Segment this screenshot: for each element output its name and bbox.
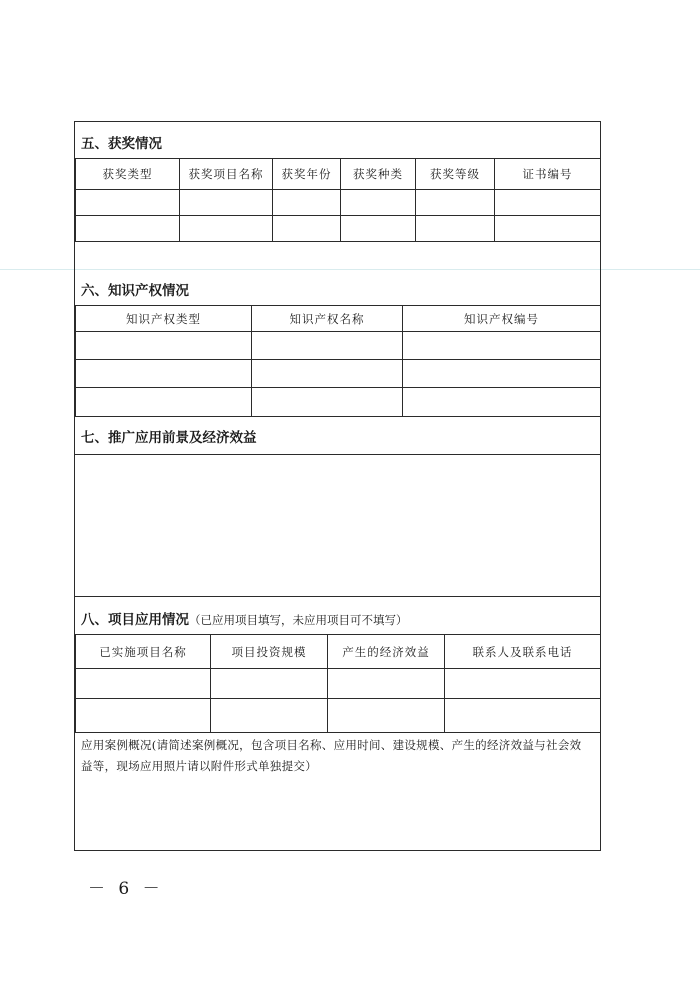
table-row — [76, 669, 601, 699]
table-cell[interactable] — [76, 360, 252, 388]
table-cell[interactable] — [76, 332, 252, 360]
table-cell[interactable] — [328, 699, 445, 733]
table-cell[interactable] — [76, 216, 180, 242]
ip-table — [75, 305, 601, 417]
col-award-project-name: 获奖项目名称 — [180, 159, 273, 190]
col-contact: 联系人及联系电话 — [445, 635, 601, 669]
table-cell[interactable] — [273, 216, 341, 242]
table-cell[interactable] — [328, 669, 445, 699]
table-cell[interactable] — [341, 216, 416, 242]
table-row — [76, 388, 601, 417]
table-cell[interactable] — [273, 190, 341, 216]
page-number: － 6 － — [88, 879, 164, 899]
col-economic-benefit: 产生的经济效益 — [328, 635, 445, 669]
section-8-divider — [75, 596, 600, 597]
section-8-title — [75, 608, 408, 628]
table-cell[interactable] — [495, 216, 601, 242]
section-5-title: 五、获奖情况 — [81, 136, 162, 152]
col-ip-number: 知识产权编号 — [403, 306, 601, 332]
col-award-year: 获奖年份 — [273, 159, 341, 190]
table-cell[interactable] — [495, 190, 601, 216]
table-cell[interactable] — [211, 699, 328, 733]
awards-table — [75, 158, 601, 242]
table-row — [76, 699, 601, 733]
table-cell[interactable] — [76, 699, 211, 733]
col-ip-type: 知识产权类型 — [76, 306, 252, 332]
table-cell[interactable] — [180, 190, 273, 216]
table-row — [76, 216, 601, 242]
table-cell[interactable] — [76, 669, 211, 699]
col-project-name: 已实施项目名称 — [76, 635, 211, 669]
section-8-note: （已应用项目填写，未应用项目可不填写） — [189, 613, 408, 627]
table-cell[interactable] — [403, 388, 601, 417]
col-investment-scale: 项目投资规模 — [211, 635, 328, 669]
table-cell[interactable] — [252, 332, 403, 360]
col-award-kind: 获奖种类 — [341, 159, 416, 190]
table-cell[interactable] — [252, 388, 403, 417]
table-cell[interactable] — [211, 669, 328, 699]
section-6-title: 六、知识产权情况 — [81, 283, 189, 299]
project-application-table — [75, 634, 601, 733]
table-row — [76, 332, 601, 360]
col-award-level: 获奖等级 — [416, 159, 495, 190]
section-8-title-text: 八、项目应用情况 — [81, 612, 189, 628]
table-cell[interactable] — [76, 190, 180, 216]
project-header-row — [76, 635, 601, 669]
table-cell[interactable] — [76, 388, 252, 417]
table-row — [76, 360, 601, 388]
economic-benefit-field[interactable] — [75, 455, 600, 595]
application-form — [74, 121, 601, 851]
col-ip-name: 知识产权名称 — [252, 306, 403, 332]
application-case-description: 应用案例概况(请简述案例概况，包含项目名称、应用时间、建设规模、产生的经济效益与社会效益等，现场应用照片请以附件形式单独提交） — [81, 738, 582, 773]
table-cell[interactable] — [403, 332, 601, 360]
table-cell[interactable] — [180, 216, 273, 242]
table-cell[interactable] — [341, 190, 416, 216]
table-cell[interactable] — [416, 216, 495, 242]
col-award-type: 获奖类型 — [76, 159, 180, 190]
awards-header-row — [76, 159, 601, 190]
ip-header-row — [76, 306, 601, 332]
col-certificate-number: 证书编号 — [495, 159, 601, 190]
table-cell[interactable] — [416, 190, 495, 216]
table-cell[interactable] — [252, 360, 403, 388]
section-7-title: 七、推广应用前景及经济效益 — [81, 430, 257, 446]
table-cell[interactable] — [445, 699, 601, 733]
table-row — [76, 190, 601, 216]
table-cell[interactable] — [445, 669, 601, 699]
table-cell[interactable] — [403, 360, 601, 388]
